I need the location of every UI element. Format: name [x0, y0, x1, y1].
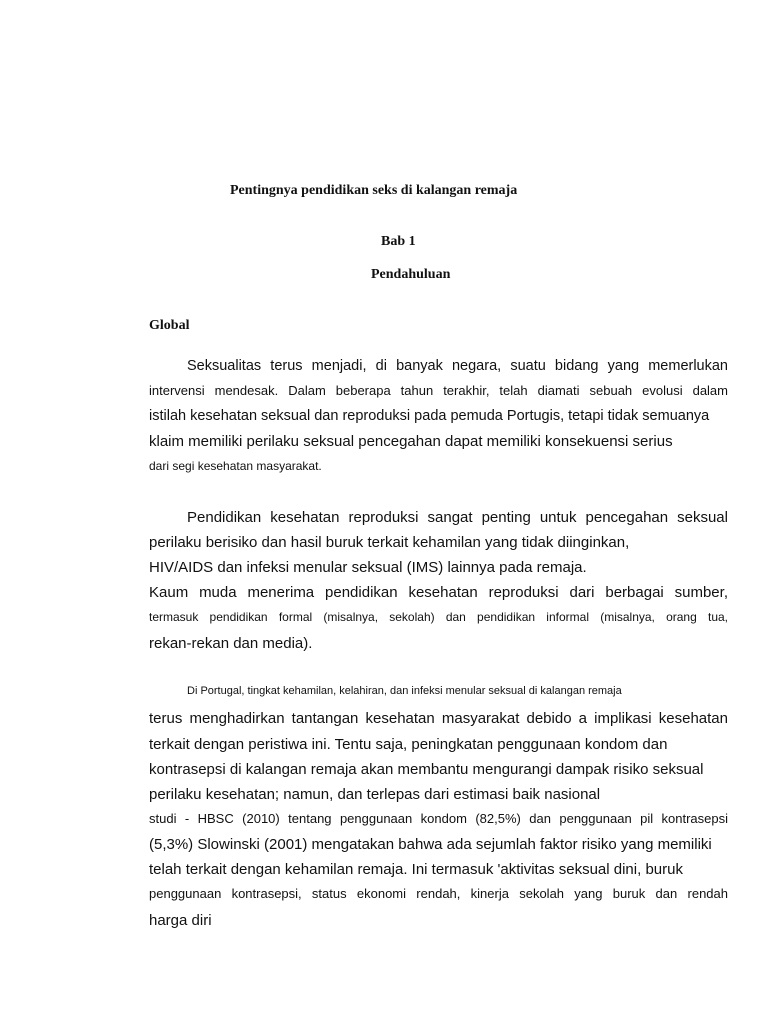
paragraph-3-line-9: penggunaan kontrasepsi, status ekonomi rendah, kinerja sekolah yang buruk dan rendah [149, 886, 728, 901]
paragraph-1-line-3: istilah kesehatan seksual dan reproduksi pada pemuda Portugis, tetapi tidak semuanya [149, 408, 710, 424]
paragraph-3-line-1: Di Portugal, tingkat kehamilan, kelahiran, dan infeksi menular seksual di kalangan remaja [187, 685, 622, 697]
paragraph-2-line-5: termasuk pendidikan formal (misalnya, sekolah) dan pendidikan informal (misalnya, orang tua, [149, 610, 728, 624]
paragraph-3-line-5: perilaku kesehatan; namun, dan terlepas dari estimasi baik nasional [149, 786, 601, 803]
paragraph-2-line-6: rekan-rekan dan media). [149, 635, 313, 652]
section-heading: Global [149, 318, 190, 333]
paragraph-1-line-5: dari segi kesehatan masyarakat. [149, 459, 322, 473]
chapter-number: Bab 1 [381, 234, 416, 249]
paragraph-3-line-7: (5,3%) Slowinski (2001) mengatakan bahwa ada sejumlah faktor risiko yang memiliki [149, 836, 712, 853]
paragraph-3-line-6: studi - HBSC (2010) tentang penggunaan kondom (82,5%) dan penggunaan pil kontrasepsi [149, 811, 728, 826]
paragraph-3-line-10: harga diri [149, 912, 212, 929]
paragraph-1-line-2: intervensi mendesak. Dalam beberapa tahun terakhir, telah diamati sebuah evolusi dalam [149, 383, 728, 398]
paragraph-3-line-2: terus menghadirkan tantangan kesehatan masyarakat debido a implikasi kesehatan [149, 710, 728, 727]
paragraph-2-line-1: Pendidikan kesehatan reproduksi sangat penting untuk pencegahan seksual [187, 509, 728, 526]
document-title: Pentingnya pendidikan seks di kalangan remaja [230, 183, 518, 198]
paragraph-3-line-8: telah terkait dengan kehamilan remaja. Ini termasuk 'aktivitas seksual dini, buruk [149, 861, 683, 878]
paragraph-3-line-4: kontrasepsi di kalangan remaja akan membantu mengurangi dampak risiko seksual [149, 761, 704, 778]
paragraph-1-line-4: klaim memiliki perilaku seksual pencegahan dapat memiliki konsekuensi serius [149, 433, 673, 450]
chapter-title: Pendahuluan [371, 267, 451, 282]
paragraph-2-line-4: Kaum muda menerima pendidikan kesehatan reproduksi dari berbagai sumber, [149, 584, 728, 601]
paragraph-3-line-3: terkait dengan peristiwa ini. Tentu saja, peningkatan penggunaan kondom dan [149, 736, 668, 753]
paragraph-2-line-3: HIV/AIDS dan infeksi menular seksual (IMS) lainnya pada remaja. [149, 559, 587, 576]
paragraph-1-line-1: Seksualitas terus menjadi, di banyak negara, suatu bidang yang memerlukan [187, 358, 728, 374]
paragraph-2-line-2: perilaku berisiko dan hasil buruk terkait kehamilan yang tidak diinginkan, [149, 534, 630, 551]
